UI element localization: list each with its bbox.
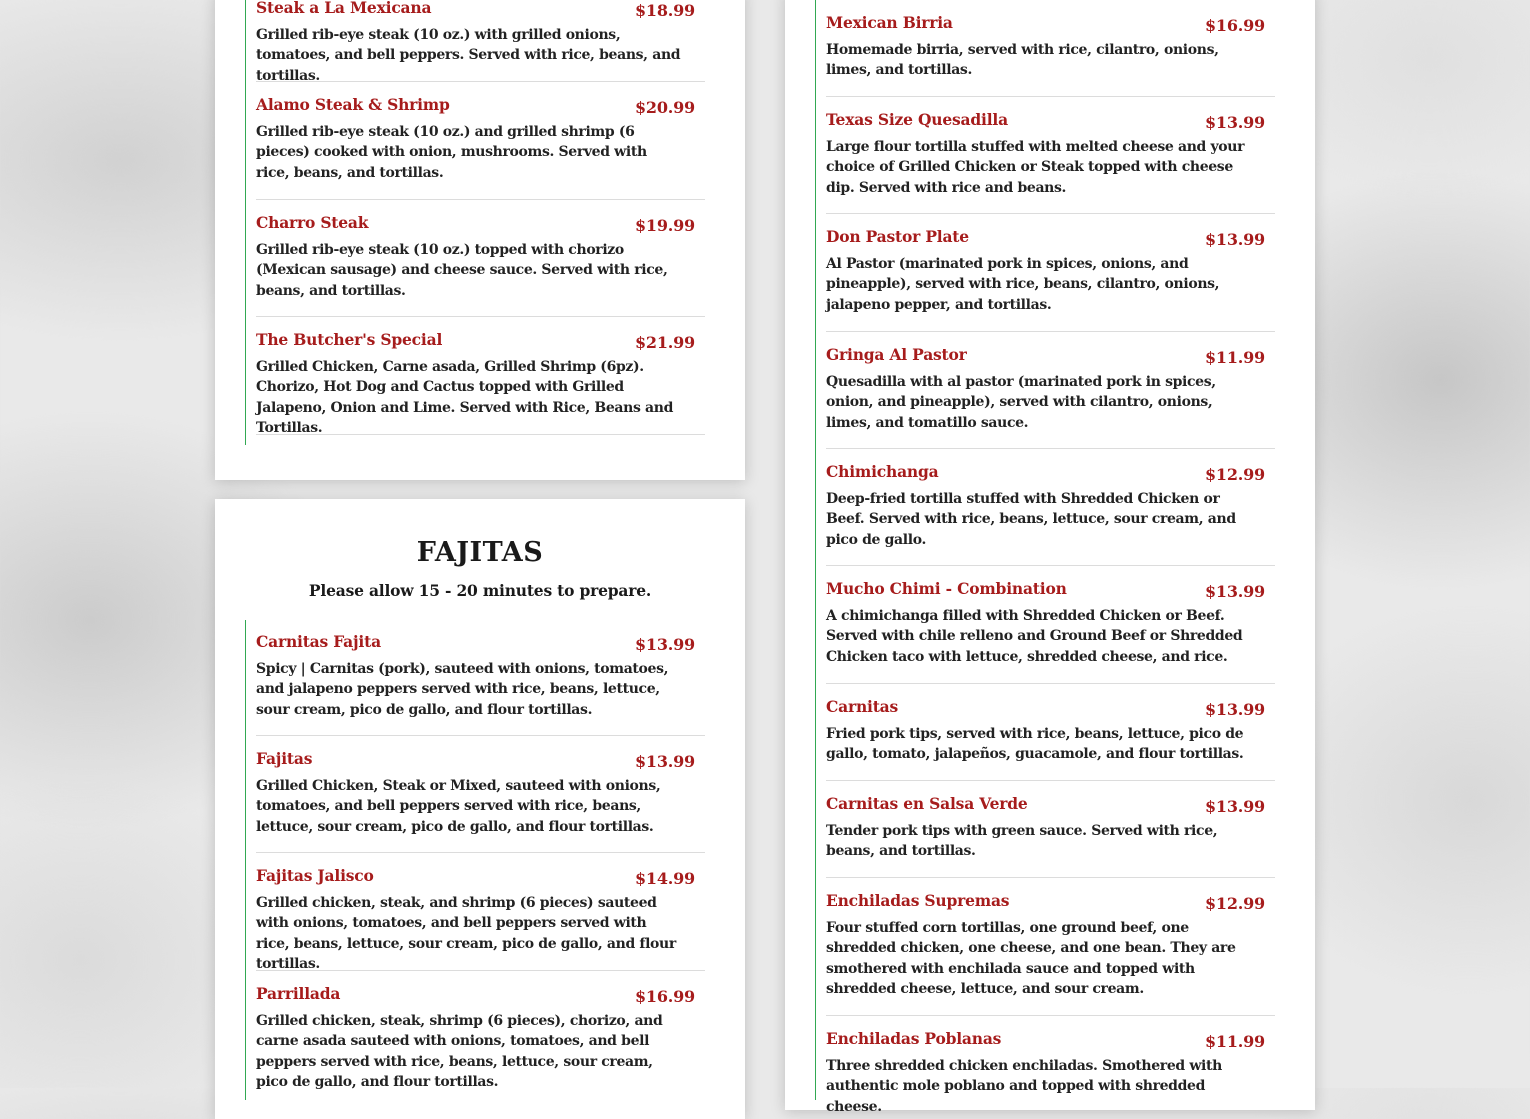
item-price: $13.99 bbox=[1204, 113, 1265, 132]
item-description: Quesadilla with al pastor (marinated pork in spices, onion, and pineapple), served with cilantro, onions, limes, and tomatillo sauce. bbox=[826, 374, 1216, 431]
item-price: $13.99 bbox=[1204, 797, 1265, 816]
item-divider bbox=[256, 970, 705, 971]
item-divider bbox=[826, 448, 1275, 449]
item-name: Carnitas bbox=[826, 697, 899, 716]
item-name: Enchiladas Poblanas bbox=[826, 1029, 1002, 1048]
item-price: $12.99 bbox=[1204, 465, 1265, 484]
item-name: Alamo Steak & Shrimp bbox=[256, 95, 450, 114]
item-divider bbox=[826, 780, 1275, 781]
item-price: $11.99 bbox=[1204, 1032, 1265, 1051]
item-divider bbox=[826, 565, 1275, 566]
item-divider bbox=[256, 316, 705, 317]
item-divider bbox=[256, 852, 705, 853]
item-price: $19.99 bbox=[634, 216, 695, 235]
item-price: $21.99 bbox=[634, 333, 695, 352]
item-name: Fajitas bbox=[256, 749, 313, 768]
item-price: $16.99 bbox=[1204, 16, 1265, 35]
item-price: $12.99 bbox=[1204, 894, 1265, 913]
item-description: Spicy | Carnitas (pork), sauteed with onions, tomatoes, and jalapeno peppers served with rice, beans, lettuce, sour cream, pico de gallo, and flour tortillas. bbox=[256, 661, 669, 718]
item-name: Charro Steak bbox=[256, 213, 369, 232]
item-description: Four stuffed corn tortillas, one ground beef, one shredded chicken, one cheese, and one bean. They are smothered with enchilada sauce and topped with shredded cheese, lettuce, and sour cream. bbox=[826, 920, 1236, 997]
item-price: $16.99 bbox=[634, 987, 695, 1006]
item-name: Mucho Chimi - Combination bbox=[826, 579, 1067, 598]
item-price: $11.99 bbox=[1204, 348, 1265, 367]
item-divider bbox=[826, 683, 1275, 684]
item-divider bbox=[256, 81, 705, 82]
item-price: $20.99 bbox=[634, 98, 695, 117]
item-description: Fried pork tips, served with rice, beans, lettuce, pico de gallo, tomato, jalapeños, guacamole, and flour tortillas. bbox=[826, 726, 1244, 763]
steaks-item-list bbox=[245, 0, 705, 445]
item-divider bbox=[256, 199, 705, 200]
item-description: Deep-fried tortilla stuffed with Shredded Chicken or Beef. Served with rice, beans, lettuce, sour cream, and pico de gallo. bbox=[826, 491, 1236, 548]
item-name: Mexican Birria bbox=[826, 13, 953, 32]
item-name: Carnitas en Salsa Verde bbox=[826, 794, 1028, 813]
item-divider bbox=[826, 877, 1275, 878]
item-divider bbox=[826, 213, 1275, 214]
item-divider bbox=[826, 1015, 1275, 1016]
item-name: Parrillada bbox=[256, 984, 341, 1003]
item-description: Grilled Chicken, Carne asada, Grilled Shrimp (6pz). Chorizo, Hot Dog and Cactus topped with Grilled Jalapeno, Onion and Lime. Served with Rice, Beans and Tortillas. bbox=[256, 359, 674, 436]
item-name: Texas Size Quesadilla bbox=[826, 110, 1008, 129]
item-description: Grilled chicken, steak, and shrimp (6 pieces) sauteed with onions, tomatoes, and bell peppers served with rice, beans, lettuce, sour cream, pico de gallo, and flour tortillas. bbox=[256, 895, 676, 972]
item-price: $13.99 bbox=[634, 752, 695, 771]
item-description: Tender pork tips with green sauce. Served with rice, beans, and tortillas. bbox=[826, 823, 1218, 860]
item-price: $13.99 bbox=[1204, 700, 1265, 719]
item-description: Grilled chicken, steak, shrimp (6 pieces), chorizo, and carne asada sauteed with onions, tomatoes, and bell peppers served with rice, beans, lettuce, sour cream, pico de gallo, and flour tortillas. bbox=[256, 1013, 663, 1090]
item-description: Three shredded chicken enchiladas. Smothered with authentic mole poblano and topped with shredded cheese. bbox=[826, 1058, 1222, 1115]
item-description: Large flour tortilla stuffed with melted cheese and your choice of Grilled Chicken or Steak topped with cheese dip. Served with rice and beans. bbox=[826, 139, 1245, 196]
item-price: $13.99 bbox=[1204, 582, 1265, 601]
item-price: $13.99 bbox=[1204, 230, 1265, 249]
fajitas-item-list bbox=[245, 620, 705, 1100]
item-name: Gringa Al Pastor bbox=[826, 345, 967, 364]
specialties-item-list bbox=[815, 0, 1275, 1115]
item-name: Don Pastor Plate bbox=[826, 227, 969, 246]
item-divider bbox=[826, 96, 1275, 97]
item-description: A chimichanga filled with Shredded Chicken or Beef. Served with chile relleno and Ground Beef or Shredded Chicken taco with lettuce, shredded cheese, and rice. bbox=[826, 608, 1243, 665]
item-name: Fajitas Jalisco bbox=[256, 866, 374, 885]
item-divider bbox=[256, 434, 705, 435]
item-name: The Butcher's Special bbox=[256, 330, 443, 349]
item-divider bbox=[256, 735, 705, 736]
item-price: $18.99 bbox=[634, 1, 695, 20]
fajitas-section-title: FAJITAS bbox=[416, 537, 544, 568]
item-price: $14.99 bbox=[634, 869, 695, 888]
item-description: Al Pastor (marinated pork in spices, onions, and pineapple), served with rice, beans, cilantro, onions, jalapeno pepper, and tortillas. bbox=[826, 256, 1220, 313]
item-description: Grilled rib-eye steak (10 oz.) topped with chorizo (Mexican sausage) and cheese sauce. Served with rice, beans, and tortillas. bbox=[256, 242, 668, 299]
item-description: Homemade birria, served with rice, cilantro, onions, limes, and tortillas. bbox=[826, 42, 1219, 79]
item-name: Chimichanga bbox=[826, 462, 939, 481]
item-divider bbox=[826, 331, 1275, 332]
item-description: Grilled Chicken, Steak or Mixed, sauteed with onions, tomatoes, and bell peppers served with rice, beans, lettuce, sour cream, pico de gallo, and flour tortillas. bbox=[256, 778, 661, 835]
item-description: Grilled rib-eye steak (10 oz.) and grilled shrimp (6 pieces) cooked with onion, mushrooms. Served with rice, beans, and tortillas. bbox=[256, 124, 647, 181]
item-description: Grilled rib-eye steak (10 oz.) with grilled onions, tomatoes, and bell peppers. Served with rice, beans, and tortillas. bbox=[256, 27, 681, 84]
item-name: Enchiladas Supremas bbox=[826, 891, 1010, 910]
item-price: $13.99 bbox=[634, 635, 695, 654]
fajitas-prep-note: Please allow 15 - 20 minutes to prepare. bbox=[308, 581, 652, 600]
item-name: Carnitas Fajita bbox=[256, 632, 381, 651]
item-name: Steak a La Mexicana bbox=[256, 0, 432, 17]
